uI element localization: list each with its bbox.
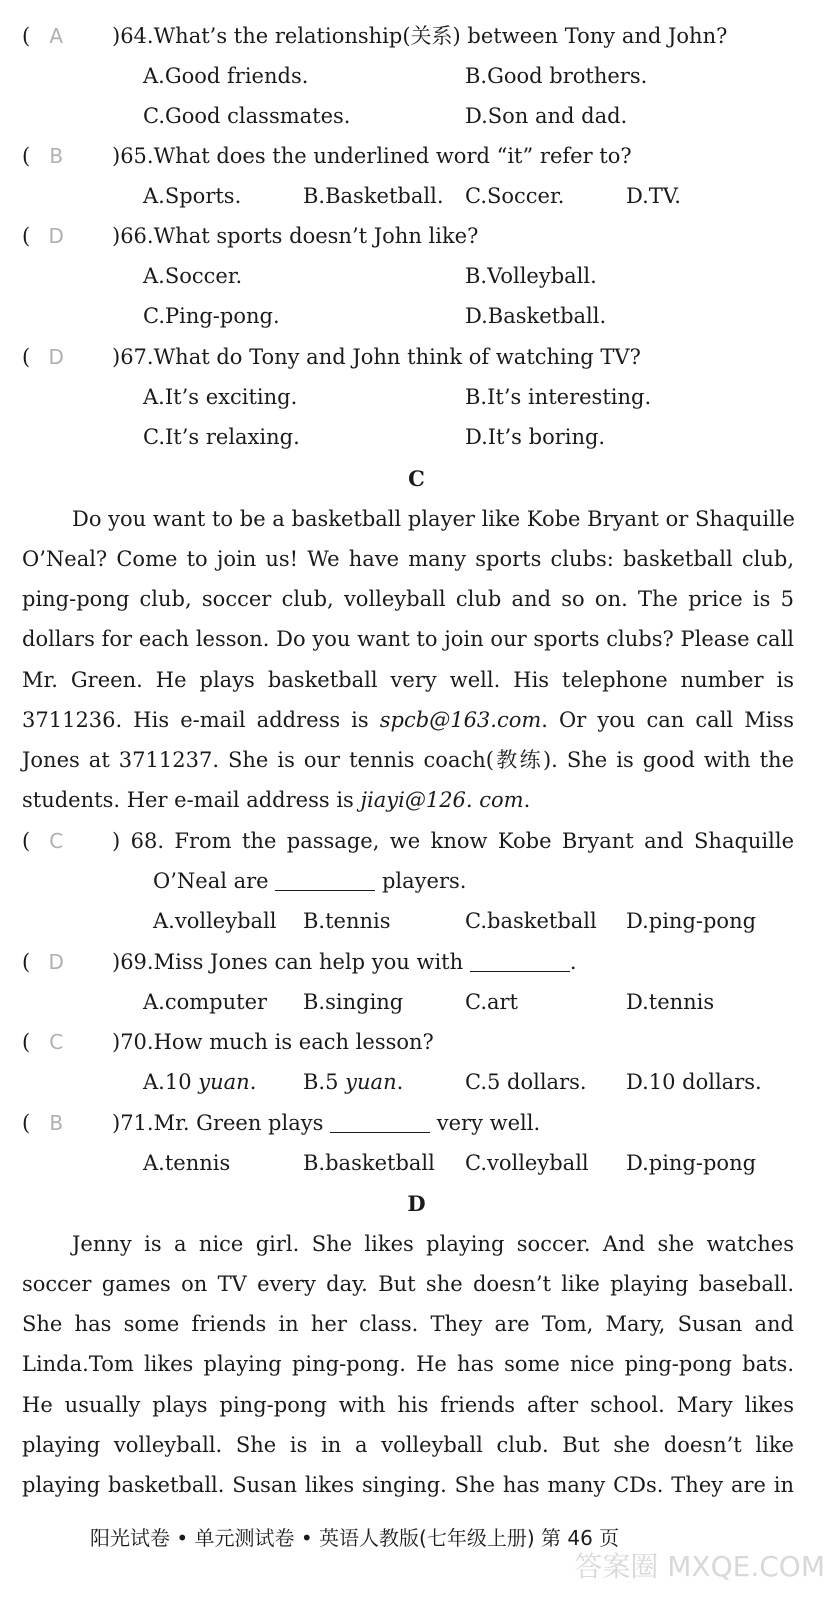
answer-paren: ( C: [22, 1022, 82, 1062]
passage-d-line: soccer games on TV every day. But she doesn’t like playing baseball.: [22, 1272, 794, 1296]
options-row: [0, 901, 833, 941]
passage-d-line: playing basketball. Susan likes singing. She has many CDs. They are in: [22, 1473, 794, 1497]
option-a: A.Soccer.: [143, 264, 243, 288]
option-a: A.volleyball: [153, 909, 277, 933]
answer-paren: ( A: [22, 16, 82, 56]
answer-mark: D: [48, 950, 64, 974]
passage-c-line: 3711236. His e-mail address is spcb@163.com. Or you can call Miss: [22, 708, 794, 732]
passage-c-line: Jones at 3711237. She is our tennis coach(教练). She is good with the: [22, 748, 794, 772]
question-64: [0, 16, 833, 56]
question-stem: )69.Miss Jones can help you with .: [112, 950, 577, 974]
option-a: A.Good friends.: [143, 64, 309, 88]
answer-mark: C: [49, 829, 64, 853]
options-row: [0, 176, 833, 216]
section-heading-d: D: [407, 1191, 426, 1216]
question-70: [0, 1022, 833, 1062]
option-c: C.art: [465, 990, 518, 1014]
option-c: C.volleyball: [465, 1151, 589, 1175]
option-a: A.computer: [143, 990, 268, 1014]
options-row: [0, 56, 833, 96]
option-d: D.ping-pong: [626, 909, 757, 933]
answer-paren: ( C: [22, 821, 82, 861]
option-b: B.Good brothers.: [465, 64, 648, 88]
question-69: [0, 942, 833, 982]
option-c: C.basketball: [465, 909, 597, 933]
passage-c-line: Mr. Green. He plays basketball very well. His telephone number is: [22, 668, 794, 692]
option-b: B.basketball: [303, 1151, 435, 1175]
question-stem: )70.How much is each lesson?: [112, 1030, 434, 1054]
passage-c-line: Do you want to be a basketball player like Kobe Bryant or Shaquille: [72, 507, 795, 531]
option-b: B.tennis: [303, 909, 391, 933]
options-row: [0, 296, 833, 336]
passage-c-line: ping-pong club, soccer club, volleyball club and so on. The price is 5: [22, 587, 794, 611]
question-stem: )66.What sports doesn’t John like?: [112, 224, 479, 248]
answer-mark: B: [49, 144, 64, 168]
page-footer: 阳光试卷 • 单元测试卷 • 英语人教版(七年级上册) 第 46 页: [90, 1526, 620, 1550]
question-stem: )71.Mr. Green plays very well.: [112, 1111, 541, 1135]
option-c: C.5 dollars.: [465, 1070, 587, 1094]
answer-mark: D: [48, 345, 64, 369]
option-b: B.5 yuan.: [303, 1070, 404, 1094]
answer-mark: A: [49, 24, 64, 48]
passage-d-line: Jenny is a nice girl. She likes playing soccer. And she watches: [72, 1232, 794, 1256]
answer-paren: ( B: [22, 136, 82, 176]
question-stem: )67.What do Tony and John think of watching TV?: [112, 345, 641, 369]
question-stem-cont: O’Neal are players.: [153, 869, 467, 893]
option-d: D.Basketball.: [465, 304, 607, 328]
answer-blank: [470, 950, 570, 972]
passage-d-line: She has some friends in her class. They are Tom, Mary, Susan and: [22, 1312, 794, 1336]
option-b: B.Volleyball.: [465, 264, 597, 288]
email-address: jiayi@126. com: [360, 788, 524, 812]
question-stem: ) 68. From the passage, we know Kobe Bryant and Shaquille: [112, 829, 795, 853]
option-b: B.It’s interesting.: [465, 385, 652, 409]
answer-paren: ( D: [22, 337, 82, 377]
passage-c-line: dollars for each lesson. Do you want to join our sports clubs? Please call: [22, 627, 794, 651]
option-c: C.Good classmates.: [143, 104, 351, 128]
answer-blank: [330, 1111, 430, 1133]
options-row: [0, 377, 833, 417]
option-c: C.It’s relaxing.: [143, 425, 300, 449]
question-68: [0, 821, 833, 861]
option-a: A.It’s exciting.: [143, 385, 298, 409]
question-67: [0, 337, 833, 377]
answer-mark: B: [49, 1111, 64, 1135]
option-a: A.tennis: [143, 1151, 231, 1175]
passage-c-line: O’Neal? Come to join us! We have many sports clubs: basketball club,: [22, 547, 794, 571]
option-a: A.Sports.: [143, 184, 242, 208]
options-row: [0, 982, 833, 1022]
options-row: [0, 96, 833, 136]
option-d: D.10 dollars.: [626, 1070, 762, 1094]
option-d: D.Son and dad.: [465, 104, 628, 128]
passage-c-line: students. Her e-mail address is jiayi@126. com.: [22, 788, 531, 812]
options-row: [0, 256, 833, 296]
option-b: B.singing: [303, 990, 404, 1014]
section-heading-c: C: [408, 466, 425, 491]
options-row: [0, 1143, 833, 1183]
question-66: [0, 216, 833, 256]
option-d: D.It’s boring.: [465, 425, 606, 449]
options-row: [0, 1062, 833, 1102]
question-stem: )64.What’s the relationship(关系) between Tony and John?: [112, 24, 728, 48]
option-b: B.Basketball.: [303, 184, 444, 208]
question-68-cont: [0, 861, 833, 901]
question-stem: )65.What does the underlined word “it” refer to?: [112, 144, 632, 168]
option-c: C.Ping-pong.: [143, 304, 280, 328]
watermark: 答案圈 MXQE.COM: [574, 1550, 825, 1583]
answer-mark: C: [49, 1030, 64, 1054]
answer-mark: D: [48, 224, 64, 248]
email-address: spcb@163.com: [379, 708, 542, 732]
answer-blank: [275, 869, 375, 891]
options-row: [0, 417, 833, 457]
option-c: C.Soccer.: [465, 184, 565, 208]
option-d: D.TV.: [626, 184, 681, 208]
passage-d-line: He usually plays ping-pong with his friends after school. Mary likes: [22, 1393, 794, 1417]
option-d: D.tennis: [626, 990, 715, 1014]
option-d: D.ping-pong: [626, 1151, 757, 1175]
passage-d-line: playing volleyball. She is in a volleyball club. But she doesn’t like: [22, 1433, 794, 1457]
answer-paren: ( D: [22, 942, 82, 982]
question-65: [0, 136, 833, 176]
question-71: [0, 1103, 833, 1143]
answer-paren: ( D: [22, 216, 82, 256]
answer-paren: ( B: [22, 1103, 82, 1143]
option-a: A.10 yuan.: [143, 1070, 257, 1094]
passage-d-line: Linda.Tom likes playing ping-pong. He has some nice ping-pong bats.: [22, 1352, 794, 1376]
